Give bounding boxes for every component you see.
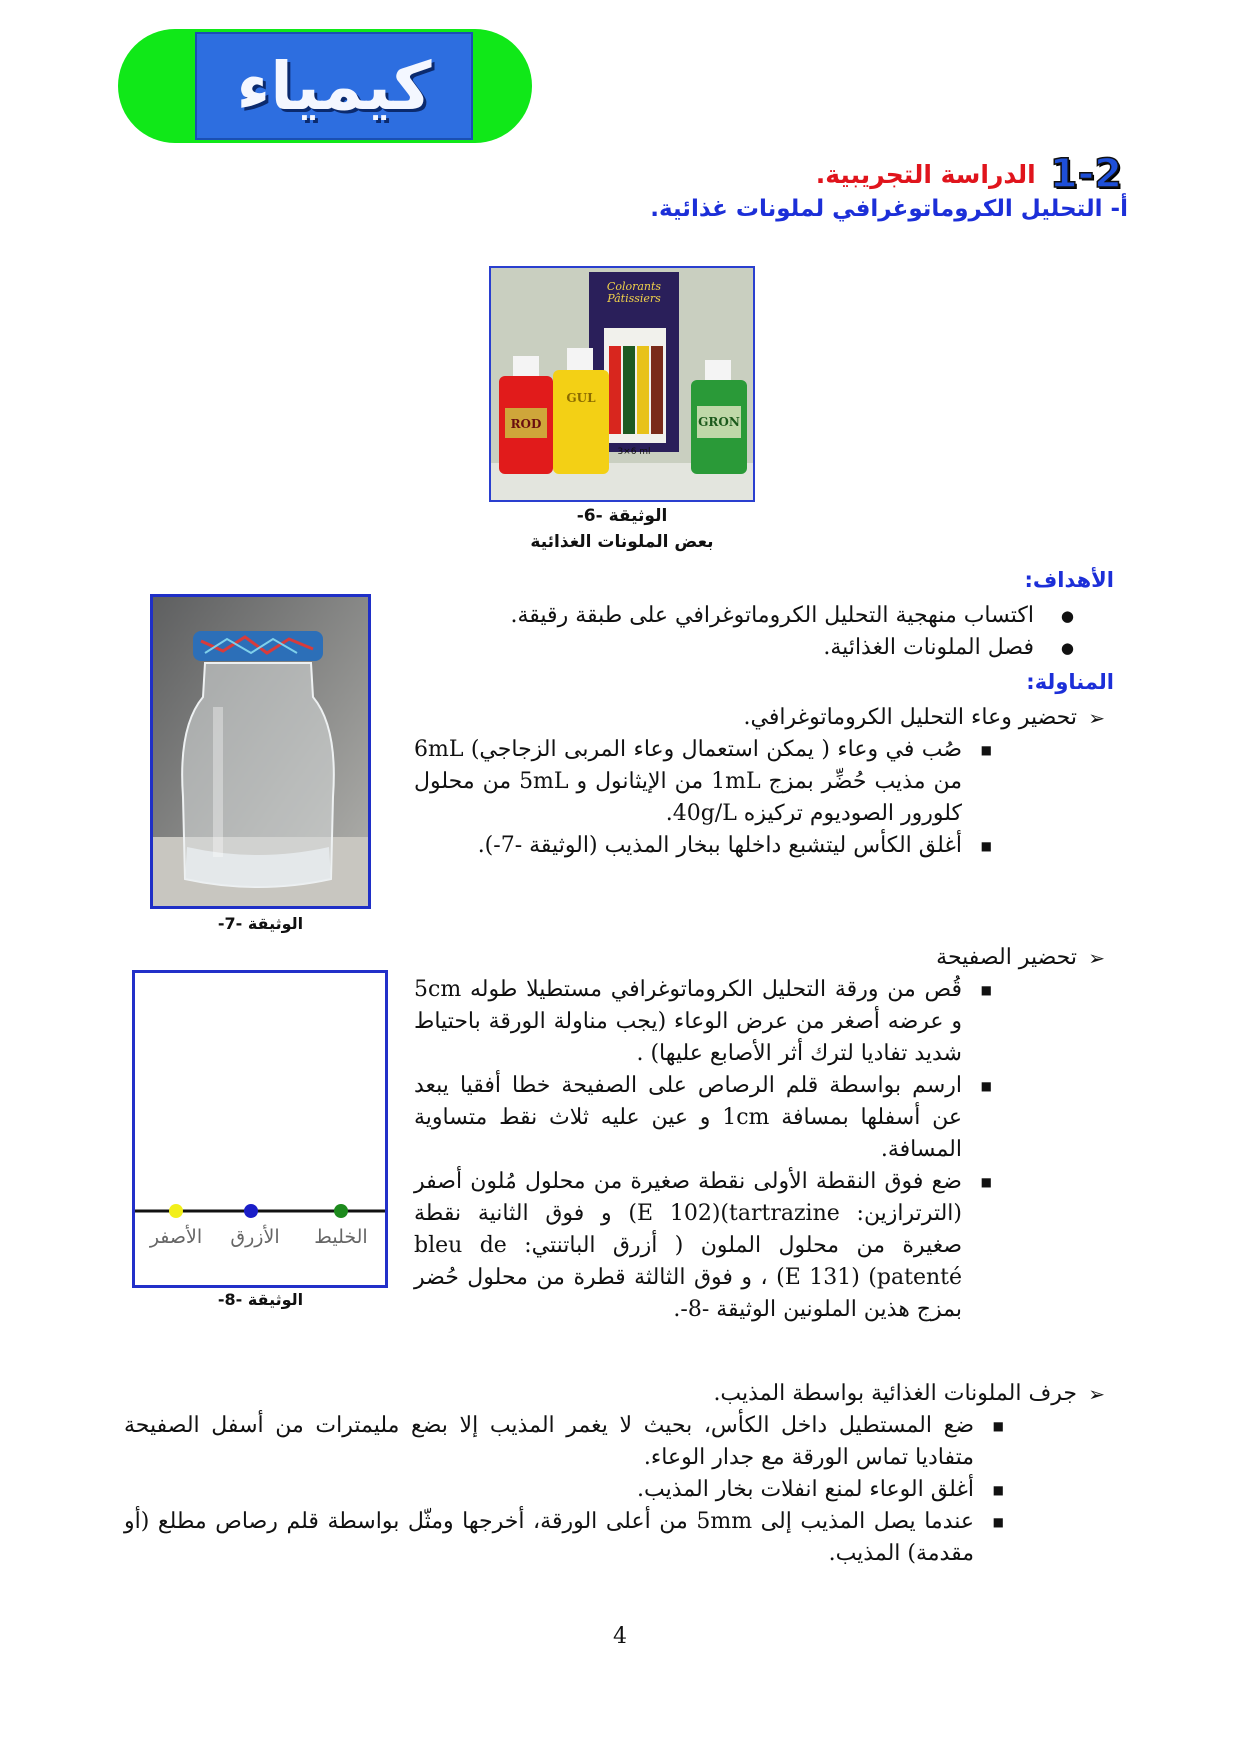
step2-item: ■ ضع فوق النقطة الأولى نقطة صغيرة من محلول مُلون أصفر (الترترازين: tartrazine)(E 102) و فوق الثانية نقطة صغيرة من محلول الملون ( أزرق الباتنتي: bleu de patenté) (E 131) ، و فوق الثالثة قطرة من محلول حُضر بمزج هذين الملونين الوثيقة -8-.	[414, 1166, 962, 1326]
banner-title: كيمياء	[236, 47, 432, 125]
section-title: الدراسة التجريبية.	[815, 159, 1036, 189]
box-volume-label: 3×6 ml	[617, 447, 651, 457]
banner-title-box	[195, 32, 473, 140]
step3-title	[377, 1378, 1077, 1410]
yellow-bottle	[553, 370, 609, 474]
objectives-list	[374, 600, 1034, 664]
step3-item: ■ ضع المستطيل داخل الكأس، بحيث لا يغمر المذيب إلا بضع مليمترات من أسفل الصفيحة متفاديا تماس الورقة مع جدار الوعاء.	[124, 1410, 974, 1474]
step2-item: ■ قُص من ورقة التحليل الكروماتوغرافي مستطيلا طوله 5cm و عرضه أصغر من عرض الوعاء (يجب مناولة الورقة باحتياط شديد تفاديا لترك أثر الأصابع عليها) .	[414, 974, 962, 1070]
objectives-label: الأهداف:	[1024, 568, 1114, 592]
step2-title	[377, 942, 1077, 974]
figure-8-diagram	[132, 970, 388, 1288]
yellow-bottle-label: GUL	[566, 391, 596, 405]
chromatography-plate	[135, 973, 385, 1285]
step2-item: ■ ارسم بواسطة قلم الرصاص على الصفيحة خطا أفقيا يبعد عن أسفلها بمسافة 1cm و عين عليه ثلاث نقط متساوية المسافة.	[414, 1070, 962, 1166]
yellow-dot	[169, 1204, 183, 1218]
figure-8-caption: الوثيقة -8-	[217, 1290, 304, 1309]
blue-dot	[244, 1204, 258, 1218]
blue-label: الأزرق	[230, 1226, 280, 1248]
figure-7-caption: الوثيقة -7-	[217, 914, 304, 933]
procedure-label: المناولة:	[1026, 670, 1114, 694]
figure-6-photo	[489, 266, 755, 502]
step2-list	[414, 974, 962, 1326]
section-number: 1-2	[1049, 151, 1122, 197]
jar-illustration	[153, 597, 368, 906]
step1-item: ■ صُب في وعاء ( يمكن استعمال وعاء المربى الزجاجي) 6mL من مذيب حُضِّر بمزج 1mL من الإيثانول و 5mL من محلول كلورور الصوديوم تركيزه 40g/L.	[414, 734, 962, 830]
section-subtitle: أ- التحليل الكروماتوغرافي لملونات غذائية.	[650, 196, 1128, 222]
step3-item: ■ عندما يصل المذيب إلى 5mm من أعلى الورقة، أخرجها ومثّل بواسطة قلم رصاص مطلع (أو مقدمة) المذيب.	[124, 1506, 974, 1570]
yellow-label: الأصفر	[149, 1226, 203, 1248]
figure-7-photo	[150, 594, 371, 909]
step1-title	[377, 702, 1077, 734]
section-heading	[422, 150, 1122, 198]
mixture-label: الخليط	[314, 1226, 368, 1248]
figure-6-caption-text: بعض الملونات الغذائية	[530, 532, 714, 552]
objective-item: ● فصل الملونات الغذائية.	[374, 632, 1034, 664]
colorants-illustration	[491, 268, 753, 500]
step2-title-text: ➢ تحضير الصفيحة	[377, 942, 1077, 974]
mixture-dot	[334, 1204, 348, 1218]
box-label-2: Pâtissiers	[607, 292, 661, 305]
step1-title-text: ➢ تحضير وعاء التحليل الكروماتوغرافي.	[377, 702, 1077, 734]
box-label-1: Colorants	[606, 280, 662, 293]
step3-list	[124, 1410, 974, 1570]
step1-item: ■ أغلق الكأس ليتشبع داخلها ببخار المذيب (الوثيقة -7-).	[414, 830, 962, 862]
red-bottle-label: ROD	[510, 417, 542, 431]
step3-item: ■ أغلق الوعاء لمنع انفلات بخار المذيب.	[124, 1474, 974, 1506]
step3-title-text: ➢ جرف الملونات الغذائية بواسطة المذيب.	[377, 1378, 1077, 1410]
figure-6-caption-number: الوثيقة -6-	[576, 506, 668, 526]
step1-list	[414, 734, 962, 862]
page-number: 4	[613, 1624, 627, 1649]
objective-item: ● اكتساب منهجية التحليل الكروماتوغرافي على طبقة رقيقة.	[374, 600, 1034, 632]
green-bottle-label: GRON	[698, 415, 740, 429]
